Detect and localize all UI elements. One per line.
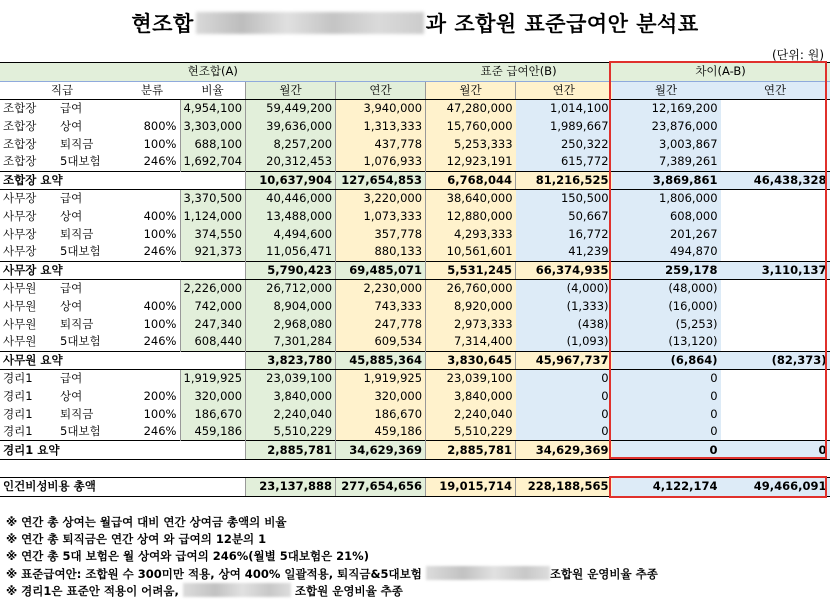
category-cell: 퇴직금 [57, 135, 124, 153]
value-cell: (16,000) [612, 298, 721, 316]
rank-cell: 사무장 [0, 190, 57, 208]
value-cell: 320,000 [336, 388, 426, 406]
table-row [0, 243, 830, 261]
value-cell: 5,510,229 [426, 423, 516, 441]
summary-value: 34,629,369 [336, 441, 426, 460]
summary-value: (6,864) [612, 351, 721, 370]
category-cell: 퇴직금 [57, 225, 124, 243]
note-1: ※ 연간 총 상여는 월급여 대비 연간 상여금 총액의 비율 [6, 515, 287, 529]
table-row [0, 190, 830, 208]
rank-cell: 조합장 [0, 135, 57, 153]
header-rank: 직급 [0, 81, 124, 100]
total-row [0, 478, 830, 497]
value-cell: 2,968,080 [246, 315, 336, 333]
summary-value: 3,823,780 [246, 351, 336, 370]
value-cell: 880,133 [336, 243, 426, 261]
value-cell: 608,440 [180, 333, 246, 351]
table-row [0, 100, 830, 118]
redacted-region [426, 566, 550, 580]
value-cell: 494,870 [612, 243, 721, 261]
header-b-monthly: 월간 [426, 81, 516, 100]
rank-cell: 조합장 [0, 118, 57, 136]
summary-value: 10,637,904 [246, 171, 336, 190]
value-cell: 0 [516, 388, 612, 406]
page-title [0, 8, 830, 38]
value-cell: 16,772 [516, 225, 612, 243]
ratio-cell [124, 190, 180, 208]
value-cell: 201,267 [612, 225, 721, 243]
summary-value: 2,885,781 [246, 441, 336, 460]
ratio-cell: 200% [124, 388, 180, 406]
rank-cell: 경리1 [0, 370, 57, 388]
category-cell: 상여 [57, 208, 124, 226]
value-cell: 615,772 [516, 153, 612, 171]
category-cell: 급여 [57, 280, 124, 298]
table-row [0, 298, 830, 316]
rank-cell: 사무장 [0, 243, 57, 261]
value-cell: 437,778 [336, 135, 426, 153]
value-cell: 10,561,601 [426, 243, 516, 261]
value-cell: 1,989,667 [516, 118, 612, 136]
value-cell: 5,253,333 [426, 135, 516, 153]
value-cell: 1,806,000 [612, 190, 721, 208]
value-cell: 50,667 [516, 208, 612, 226]
summary-value: 127,654,853 [336, 171, 426, 190]
value-cell: 7,301,284 [246, 333, 336, 351]
summary-value: 45,885,364 [336, 351, 426, 370]
total-value: 49,466,091 [721, 478, 830, 497]
header-group-b: 표준 급여안(B) [426, 63, 612, 82]
value-cell: 4,293,333 [426, 225, 516, 243]
value-cell: 2,230,000 [336, 280, 426, 298]
value-cell: 7,314,400 [426, 333, 516, 351]
summary-label: 경리1 요약 [0, 441, 246, 460]
table-row [0, 370, 830, 388]
value-cell: 12,923,191 [426, 153, 516, 171]
category-cell: 급여 [57, 100, 124, 118]
ratio-cell: 100% [124, 405, 180, 423]
value-cell: 12,169,200 [612, 100, 721, 118]
table-row [0, 208, 830, 226]
value-cell: 1,313,333 [336, 118, 426, 136]
rank-cell: 경리1 [0, 405, 57, 423]
value-cell: 3,003,867 [612, 135, 721, 153]
summary-value: 81,216,525 [516, 171, 612, 190]
value-cell: 247,340 [180, 315, 246, 333]
ratio-cell: 246% [124, 153, 180, 171]
header-group-diff: 차이(A-B) [612, 63, 830, 82]
value-cell: 47,280,000 [426, 100, 516, 118]
summary-value: 5,531,245 [426, 261, 516, 280]
ratio-cell: 246% [124, 333, 180, 351]
header-a-annual: 연간 [336, 81, 426, 100]
summary-value: 0 [612, 441, 721, 460]
value-cell: 0 [612, 388, 721, 406]
table-row [0, 423, 830, 441]
value-cell: 1,919,925 [180, 370, 246, 388]
total-label: 인건비성비용 총액 [0, 478, 246, 497]
value-cell: 3,940,000 [336, 100, 426, 118]
note-2: ※ 연간 총 퇴직금은 연간 상여 와 급여의 12분의 1 [6, 532, 267, 547]
value-cell: 8,920,000 [426, 298, 516, 316]
summary-label: 사무장 요약 [0, 261, 246, 280]
summary-value: 3,110,137 [721, 261, 830, 280]
category-cell: 상여 [57, 388, 124, 406]
value-cell: 1,073,333 [336, 208, 426, 226]
total-value: 23,137,888 [246, 478, 336, 497]
value-cell: 7,389,261 [612, 153, 721, 171]
summary-value: 3,869,861 [612, 171, 721, 190]
header-b-annual: 연간 [516, 81, 612, 100]
value-cell: 1,124,000 [180, 208, 246, 226]
category-cell: 상여 [57, 118, 124, 136]
summary-label: 조합장 요약 [0, 171, 246, 190]
table-row [0, 135, 830, 153]
table-row [0, 315, 830, 333]
value-cell: 3,840,000 [246, 388, 336, 406]
category-cell: 퇴직금 [57, 315, 124, 333]
value-cell: 23,039,100 [246, 370, 336, 388]
value-cell: 1,692,704 [180, 153, 246, 171]
notes [6, 514, 658, 600]
value-cell: 0 [612, 423, 721, 441]
value-cell: 38,640,000 [426, 190, 516, 208]
value-cell: (5,253) [612, 315, 721, 333]
value-cell: 23,876,000 [612, 118, 721, 136]
ratio-cell: 400% [124, 208, 180, 226]
value-cell: 743,333 [336, 298, 426, 316]
value-cell: 40,446,000 [246, 190, 336, 208]
value-cell: 150,500 [516, 190, 612, 208]
summary-value: 5,790,423 [246, 261, 336, 280]
value-cell: 11,056,471 [246, 243, 336, 261]
table-row [0, 225, 830, 243]
ratio-cell [124, 280, 180, 298]
ratio-cell: 246% [124, 243, 180, 261]
note-4: ※ 표준급여안: 조합원 수 300미만 적용, 상여 400% 일괄적용, 퇴직금&5대보험 조합원 운영비율 추종 [6, 566, 658, 581]
value-cell: 2,240,040 [246, 405, 336, 423]
value-cell: 320,000 [180, 388, 246, 406]
value-cell: (4,000) [516, 280, 612, 298]
rank-cell: 사무장 [0, 208, 57, 226]
summary-value: 6,768,044 [426, 171, 516, 190]
value-cell: 13,488,000 [246, 208, 336, 226]
title-left: 현조합 [131, 12, 194, 36]
rank-cell: 조합장 [0, 100, 57, 118]
table-row [0, 333, 830, 351]
value-cell: (1,333) [516, 298, 612, 316]
total-value: 4,122,174 [612, 478, 721, 497]
ratio-cell [124, 370, 180, 388]
value-cell: 250,322 [516, 135, 612, 153]
category-cell: 5대보험 [57, 243, 124, 261]
rank-cell: 경리1 [0, 388, 57, 406]
header-diff-annual: 연간 [721, 81, 830, 100]
header-a-monthly: 월간 [246, 81, 336, 100]
ratio-cell: 246% [124, 423, 180, 441]
value-cell: 23,039,100 [426, 370, 516, 388]
summary-row [0, 441, 830, 460]
value-cell: 688,100 [180, 135, 246, 153]
value-cell: 8,904,000 [246, 298, 336, 316]
category-cell: 상여 [57, 298, 124, 316]
table-row [0, 153, 830, 171]
value-cell: 3,303,000 [180, 118, 246, 136]
value-cell: 742,000 [180, 298, 246, 316]
value-cell: 3,220,000 [336, 190, 426, 208]
summary-value: 3,830,645 [426, 351, 516, 370]
table-row [0, 118, 830, 136]
ratio-cell [124, 100, 180, 118]
total-value: 19,015,714 [426, 478, 516, 497]
rank-cell: 사무장 [0, 225, 57, 243]
value-cell: 0 [516, 405, 612, 423]
rank-cell: 사무원 [0, 280, 57, 298]
summary-value: 66,374,935 [516, 261, 612, 280]
rank-cell: 사무원 [0, 333, 57, 351]
summary-value: 69,485,071 [336, 261, 426, 280]
summary-value: 46,438,328 [721, 171, 830, 190]
value-cell: 5,510,229 [246, 423, 336, 441]
value-cell: 8,257,200 [246, 135, 336, 153]
value-cell: 186,670 [336, 405, 426, 423]
value-cell: 26,712,000 [246, 280, 336, 298]
value-cell: 921,373 [180, 243, 246, 261]
value-cell: 374,550 [180, 225, 246, 243]
ratio-cell: 100% [124, 135, 180, 153]
value-cell: 3,370,500 [180, 190, 246, 208]
value-cell: 1,014,100 [516, 100, 612, 118]
summary-value: 45,967,737 [516, 351, 612, 370]
value-cell: 459,186 [336, 423, 426, 441]
category-cell: 5대보험 [57, 153, 124, 171]
value-cell: 2,240,040 [426, 405, 516, 423]
redacted-region [196, 12, 424, 34]
header-ratio: 비율 [180, 81, 246, 100]
value-cell: 1,919,925 [336, 370, 426, 388]
value-cell: (48,000) [612, 280, 721, 298]
rank-cell: 사무원 [0, 315, 57, 333]
rank-cell: 조합장 [0, 153, 57, 171]
note-5: ※ 경리1은 표준안 적용이 어려움, 조합원 운영비율 추종 [6, 583, 403, 598]
value-cell: 2,226,000 [180, 280, 246, 298]
note-3: ※ 연간 총 5대 보험은 월 상여와 급여의 246%(월별 5대보험은 21%) [6, 549, 369, 564]
table-row [0, 280, 830, 298]
value-cell: 0 [612, 370, 721, 388]
summary-row [0, 261, 830, 280]
spacer-cell [0, 460, 830, 478]
value-cell: 0 [516, 423, 612, 441]
table-row [0, 388, 830, 406]
summary-row [0, 171, 830, 190]
redacted-region [183, 583, 291, 597]
value-cell: 4,954,100 [180, 100, 246, 118]
value-cell: 0 [516, 370, 612, 388]
value-cell: 20,312,453 [246, 153, 336, 171]
title-right: 과 조합원 표준급여안 분석표 [425, 12, 699, 36]
header-row-columns [0, 81, 830, 100]
ratio-cell: 800% [124, 118, 180, 136]
value-cell: (13,120) [612, 333, 721, 351]
value-cell: 2,973,333 [426, 315, 516, 333]
rank-cell: 사무원 [0, 298, 57, 316]
header-category: 분류 [124, 81, 180, 100]
category-cell: 5대보험 [57, 423, 124, 441]
category-cell: 급여 [57, 190, 124, 208]
value-cell: 39,636,000 [246, 118, 336, 136]
summary-value: 0 [721, 441, 830, 460]
value-cell: 247,778 [336, 315, 426, 333]
value-cell: 608,000 [612, 208, 721, 226]
category-cell: 5대보험 [57, 333, 124, 351]
ratio-cell: 400% [124, 298, 180, 316]
summary-value: 259,178 [612, 261, 721, 280]
total-value: 277,654,656 [336, 478, 426, 497]
summary-value: 34,629,369 [516, 441, 612, 460]
value-cell: 59,449,200 [246, 100, 336, 118]
salary-analysis-table [0, 62, 830, 497]
summary-value: 2,885,781 [426, 441, 516, 460]
summary-row [0, 351, 830, 370]
value-cell: (1,093) [516, 333, 612, 351]
header-diff-monthly: 월간 [612, 81, 721, 100]
value-cell: 0 [612, 405, 721, 423]
rank-cell: 경리1 [0, 423, 57, 441]
value-cell: 15,760,000 [426, 118, 516, 136]
value-cell: 1,076,933 [336, 153, 426, 171]
table-row [0, 405, 830, 423]
summary-label: 사무원 요약 [0, 351, 246, 370]
ratio-cell: 100% [124, 225, 180, 243]
category-cell: 급여 [57, 370, 124, 388]
value-cell: 459,186 [180, 423, 246, 441]
value-cell: 12,880,000 [426, 208, 516, 226]
value-cell: 4,494,600 [246, 225, 336, 243]
header-group-a: 현조합(A) [0, 63, 426, 82]
total-value: 228,188,565 [516, 478, 612, 497]
value-cell: 609,534 [336, 333, 426, 351]
spacer-row [0, 460, 830, 478]
value-cell: 357,778 [336, 225, 426, 243]
value-cell: 26,760,000 [426, 280, 516, 298]
ratio-cell: 100% [124, 315, 180, 333]
unit-label: (단위: 원) [772, 48, 824, 62]
value-cell: 3,840,000 [426, 388, 516, 406]
value-cell: 41,239 [516, 243, 612, 261]
category-cell: 퇴직금 [57, 405, 124, 423]
value-cell: (438) [516, 315, 612, 333]
summary-value: (82,373) [721, 351, 830, 370]
value-cell: 186,670 [180, 405, 246, 423]
header-row-groups [0, 63, 830, 82]
